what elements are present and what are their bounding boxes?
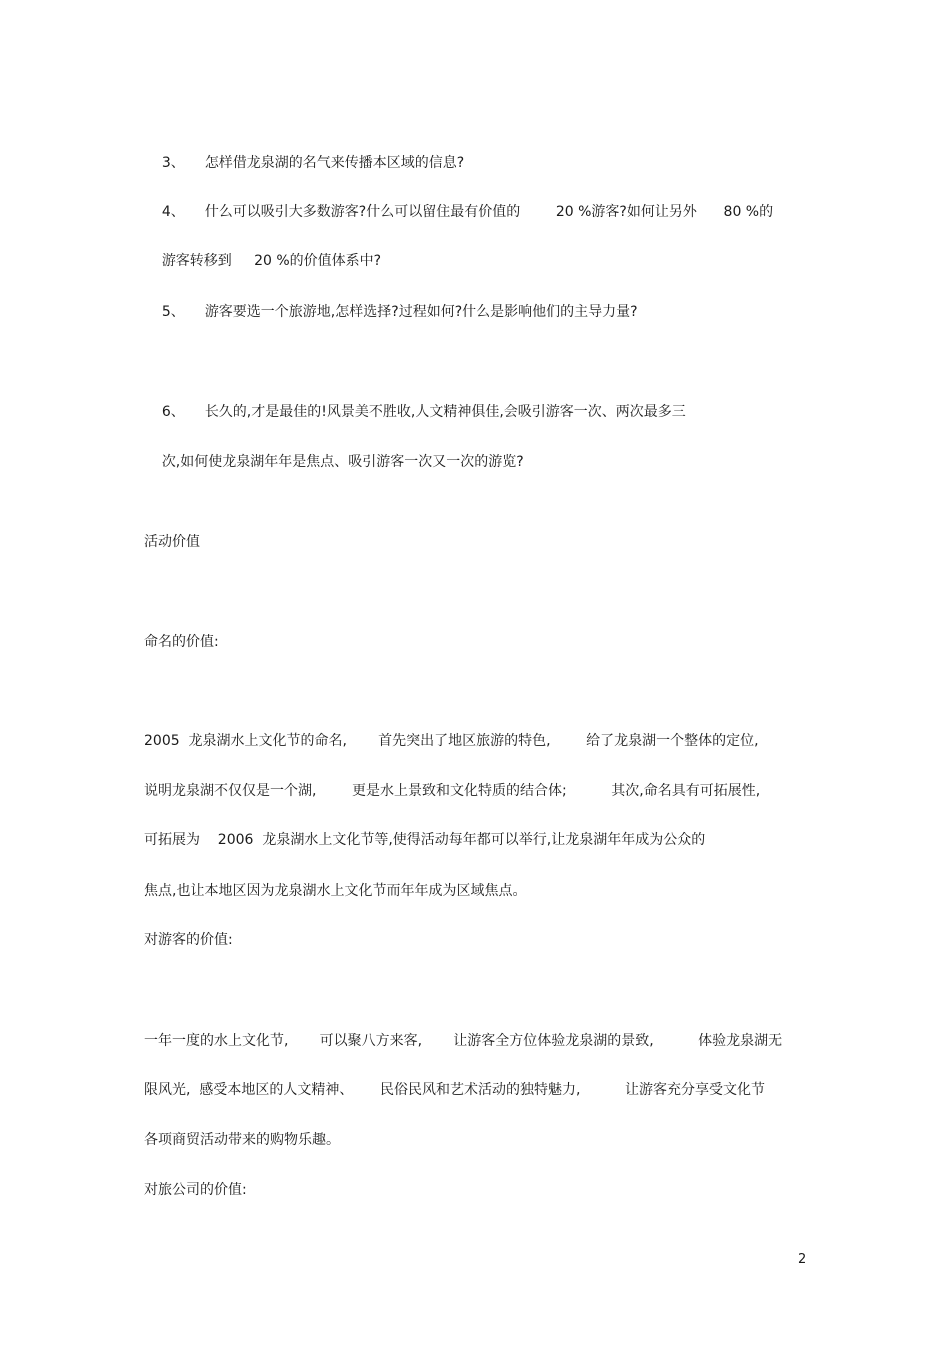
paragraph-line: 2005 龙泉湖水上文化节的命名, 首先突出了地区旅游的特色, 给了龙泉湖一个整体的定位, — [144, 733, 759, 749]
item-number: 6、 — [161, 404, 185, 420]
item-number: 3、 — [161, 155, 185, 171]
paragraph-line: 说明龙泉湖不仅仅是一个湖, 更是水上景致和文化特质的结合体; 其次,命名具有可拓展性, — [144, 783, 761, 799]
item-number: 4、 — [161, 204, 185, 220]
item-text: 次,如何使龙泉湖年年是焦点、吸引游客一次又一次的游览? — [161, 454, 524, 470]
paragraph-line: 焦点,也让本地区因为龙泉湖水上文化节而年年成为区域焦点。 — [144, 883, 527, 899]
item-text: 怎样借龙泉湖的名气来传播本区域的信息? — [204, 155, 465, 171]
question-item-4-continued — [144, 231, 382, 269]
question-item-4 — [144, 182, 774, 220]
question-item-3 — [144, 133, 465, 171]
item-text: 游客要选一个旅游地,怎样选择?过程如何?什么是影响他们的主导力量? — [204, 304, 638, 320]
item-text: 游客转移到 20 %的价值体系中? — [161, 253, 382, 269]
question-item-5 — [144, 282, 638, 320]
paragraph-line: 限风光, 感受本地区的人文精神、 民俗民风和艺术活动的独特魅力, 让游客充分享受文化节 — [144, 1082, 766, 1098]
question-item-6-continued — [144, 432, 524, 470]
agency-value-heading: 对旅公司的价值: — [144, 1182, 247, 1198]
page-number: 2 — [798, 1252, 807, 1267]
item-number: 5、 — [161, 304, 185, 320]
naming-value-heading: 命名的价值: — [144, 634, 219, 650]
question-item-6 — [144, 382, 686, 420]
item-text: 长久的,才是最佳的!风景美不胜收,人文精神俱佳,会吸引游客一次、两次最多三 — [204, 404, 686, 420]
tourist-value-heading: 对游客的价值: — [144, 932, 233, 948]
paragraph-line: 可拓展为 2006 龙泉湖水上文化节等,使得活动每年都可以举行,让龙泉湖年年成为公众的 — [144, 832, 706, 848]
section-title: 活动价值 — [144, 534, 200, 550]
paragraph-line: 一年一度的水上文化节, 可以聚八方来客, 让游客全方位体验龙泉湖的景致, 体验龙泉湖无 — [144, 1033, 783, 1049]
item-text: 什么可以吸引大多数游客?什么可以留住最有价值的 20 %游客?如何让另外 80 %的 — [204, 204, 774, 220]
paragraph-line: 各项商贸活动带来的购物乐趣。 — [144, 1132, 340, 1148]
